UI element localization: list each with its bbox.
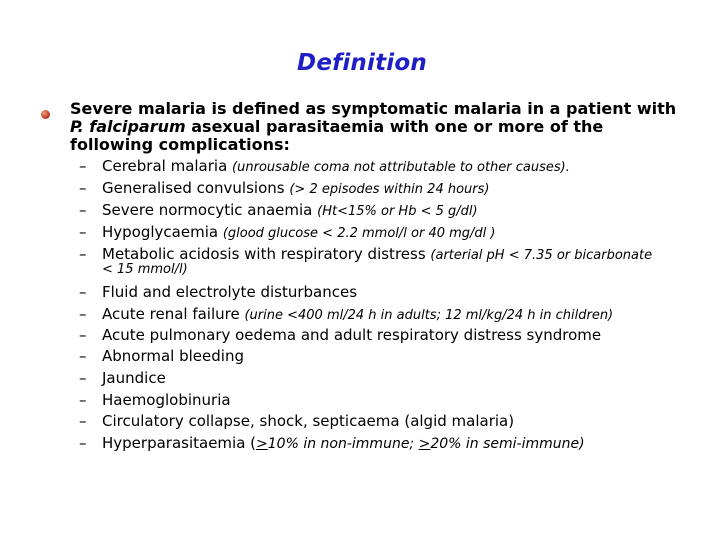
item-note: (urine <400 ml/24 h in adults; 12 ml/kg/24 h in children) — [244, 308, 614, 323]
list-item — [102, 434, 585, 452]
dash-marker: – — [79, 283, 87, 301]
list-item — [102, 412, 514, 430]
item-label: Cerebral malaria — [102, 157, 233, 175]
item-label: Circulatory collapse, shock, septicaema (algid malaria) — [102, 412, 515, 430]
dash-marker: – — [79, 305, 87, 323]
dash-marker: – — [79, 347, 87, 365]
item-label: Fluid and electrolyte disturbances — [102, 283, 358, 301]
item-note: (arterial pH < 7.35 or bicarbonate — [430, 248, 653, 263]
item-label: Acute pulmonary oedema and adult respiratory distress syndrome — [102, 326, 602, 344]
intro-paragraph — [70, 100, 710, 154]
list-item — [102, 326, 601, 344]
item-label: Jaundice — [102, 369, 166, 387]
item-note: (glood glucose < 2.2 mmol/l or 40 mg/dl ) — [222, 226, 496, 241]
list-item — [102, 347, 244, 365]
dash-marker: – — [79, 326, 87, 344]
item-label: Abnormal bleeding — [102, 347, 244, 365]
list-item — [102, 201, 478, 219]
item-label: Hypoglycaemia — [102, 223, 223, 241]
dash-marker: – — [79, 201, 87, 219]
intro-line-3: following complications: — [70, 135, 290, 154]
item-note: > — [418, 436, 431, 452]
dash-marker: – — [79, 223, 87, 241]
item-label: Severe normocytic anaemia — [102, 201, 318, 219]
item-note: (> 2 episodes within 24 hours) — [289, 182, 490, 197]
list-item — [102, 283, 357, 301]
item-label: Acute renal failure — [102, 305, 245, 323]
slide-title: Definition — [297, 50, 427, 76]
dash-marker: – — [79, 245, 87, 263]
item-note: > — [256, 436, 268, 452]
dash-marker: – — [79, 369, 87, 387]
intro-line-2 — [70, 118, 710, 136]
dash-marker: – — [79, 391, 87, 409]
list-item — [102, 305, 613, 323]
item-label: Hyperparasitaemia ( — [102, 434, 257, 452]
dash-marker: – — [79, 412, 87, 430]
item-label: Metabolic acidosis with respiratory distress — [102, 245, 431, 263]
list-item — [102, 391, 231, 409]
item-note: (unrousable coma not attributable to other causes). — [232, 160, 570, 175]
item-note: (Ht<15% or Hb < 5 g/dl) — [317, 204, 478, 219]
list-item — [102, 369, 166, 387]
list-item — [102, 245, 652, 263]
intro-line-2-rest: asexual parasitaemia with one or more of the — [185, 117, 604, 136]
bullet-icon — [41, 110, 50, 119]
list-item — [102, 223, 495, 241]
dash-marker: – — [79, 434, 87, 452]
item-note: 20% in semi-immune) — [430, 436, 585, 452]
list-item — [102, 179, 489, 197]
intro-line-1: Severe malaria is defined as symptomatic malaria in a patient with — [70, 99, 677, 118]
item-label: Haemoglobinuria — [102, 391, 231, 409]
dash-marker: – — [79, 157, 87, 175]
species-name: P. falciparum — [70, 117, 186, 136]
item-label: Generalised convulsions — [102, 179, 290, 197]
item-note: 10% in non-immune; — [267, 436, 419, 452]
dash-marker: – — [79, 179, 87, 197]
list-item — [102, 157, 570, 175]
item-note-continuation: < 15 mmol/l) — [102, 262, 188, 277]
